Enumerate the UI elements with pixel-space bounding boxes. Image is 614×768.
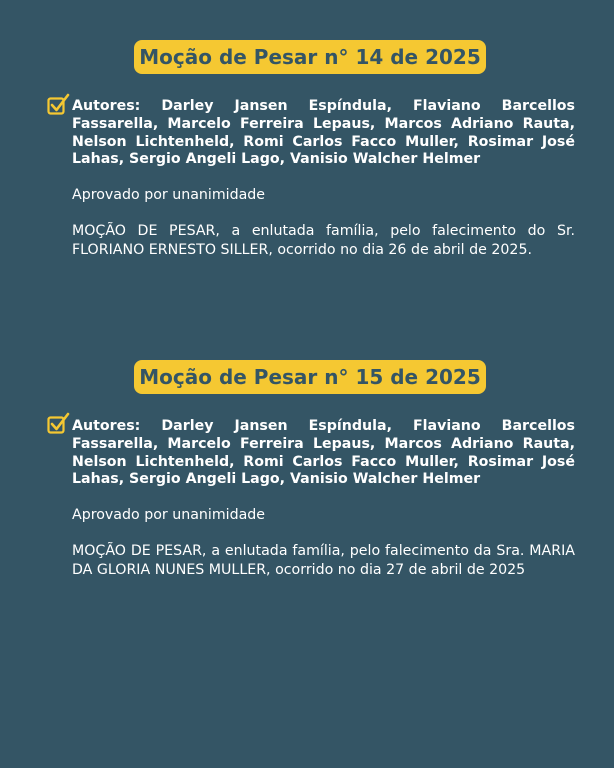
motion-description-15: MOÇÃO DE PESAR, a enlutada família, pelo falecimento da Sra. MARIA DA GLORIA NUNES MULLER, ocorrido no dia 27 de abril de 2025 [72, 543, 575, 578]
motion-title-14: Moção de Pesar n° 14 de 2025 [134, 40, 486, 74]
checkbox-check-icon [47, 93, 71, 117]
motion-authors-14: Autores: Darley Jansen Espíndula, Flaviano Barcellos Fassarella, Marcelo Ferreira Lepaus, Marcos Adriano Rauta, Nelson Lichtenheld, Romi Carlos Facco Muller, Rosimar José Lahas, Sergio Angeli Lago, Vanisio Walcher Helmer [72, 98, 575, 168]
motion-authors-15: Autores: Darley Jansen Espíndula, Flaviano Barcellos Fassarella, Marcelo Ferreira Lepaus, Marcos Adriano Rauta, Nelson Lichtenheld, Romi Carlos Facco Muller, Rosimar José Lahas, Sergio Angeli Lago, Vanisio Walcher Helmer [72, 418, 575, 488]
motion-description-14: MOÇÃO DE PESAR, a enlutada família, pelo falecimento do Sr. FLORIANO ERNESTO SILLER, ocorrido no dia 26 de abril de 2025. [72, 223, 575, 258]
motion-status-15: Aprovado por unanimidade [72, 507, 266, 523]
motion-status-14: Aprovado por unanimidade [72, 187, 266, 203]
checkbox-check-icon [47, 412, 71, 436]
motion-title-15: Moção de Pesar n° 15 de 2025 [134, 360, 486, 394]
